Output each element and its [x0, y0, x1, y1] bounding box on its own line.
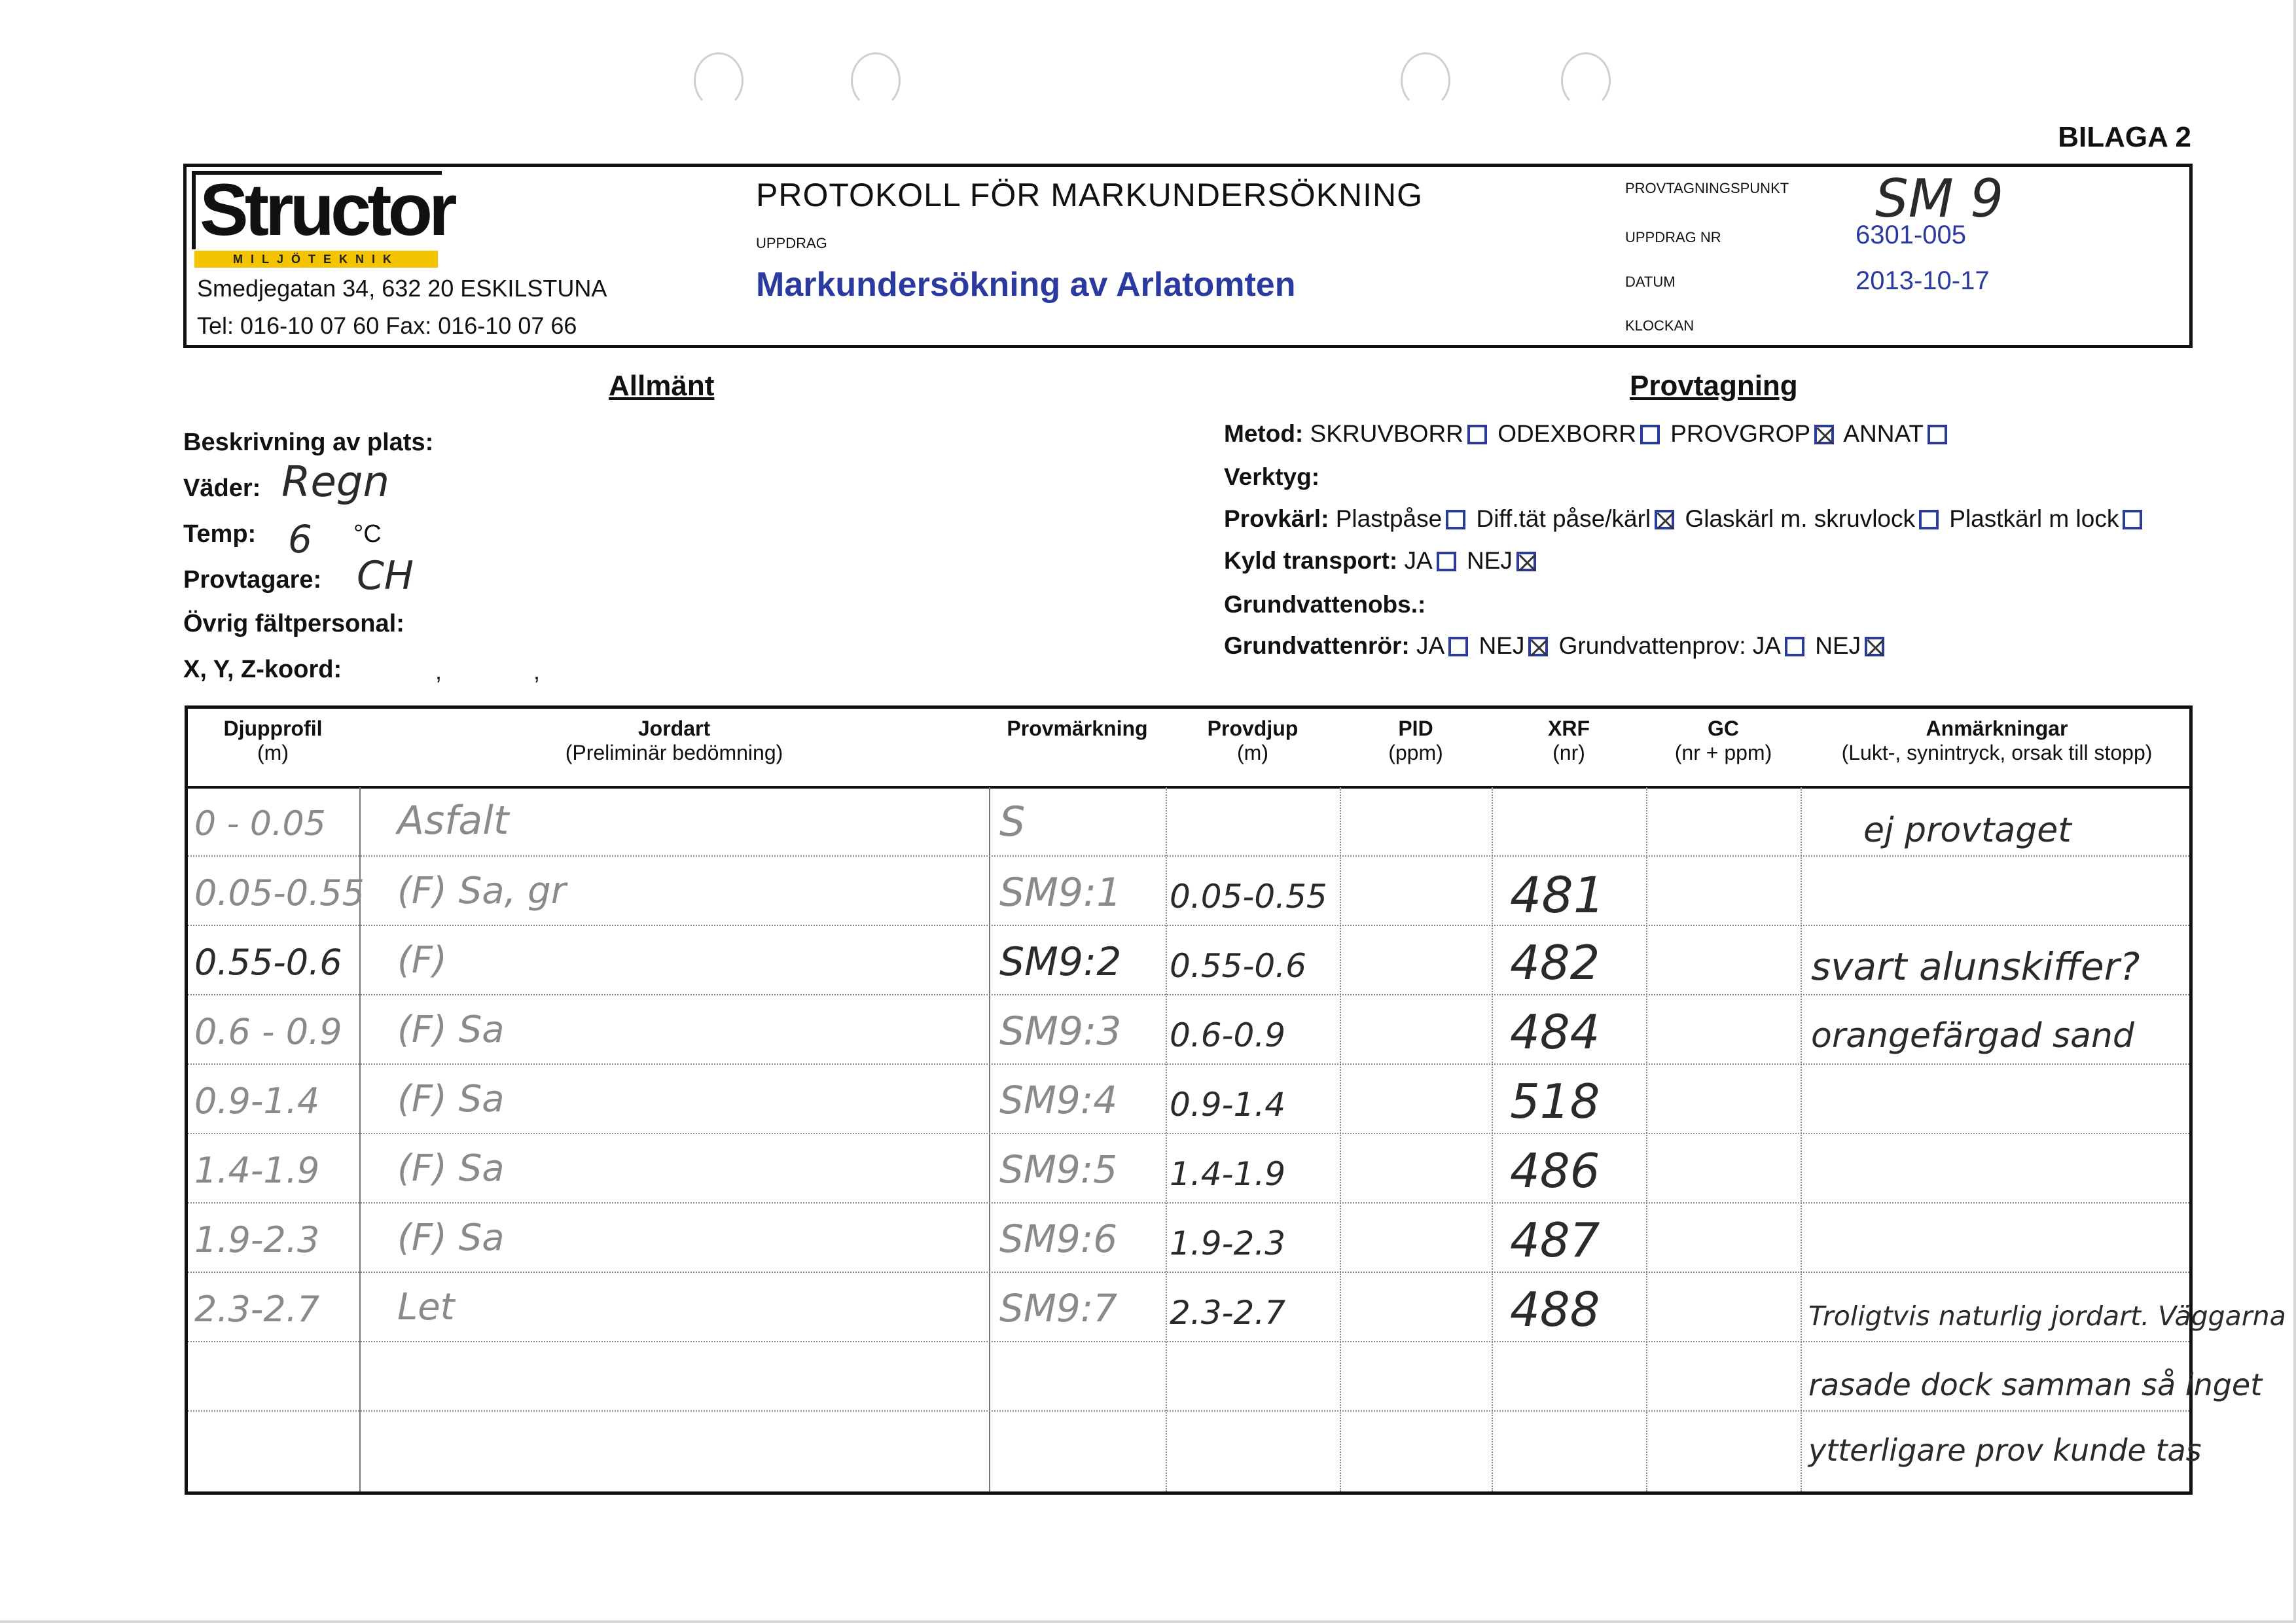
- protocol-title: PROTOKOLL FÖR MARKUNDERSÖKNING: [756, 177, 1424, 213]
- plastkarl-label: Plastkärl m lock: [1949, 505, 2119, 532]
- jordart-cell: (F) Sa, gr: [397, 870, 566, 912]
- djup-cell: 0.6 - 0.9: [194, 1011, 342, 1052]
- grundprov-nej-label: NEJ: [1815, 632, 1861, 659]
- row-divider: [188, 1202, 2189, 1204]
- company-logo: [192, 169, 454, 251]
- provkarl-row: [1224, 505, 2146, 533]
- provtagare-label: Provtagare:: [183, 566, 322, 594]
- grundror-ja-checkbox[interactable]: [1448, 637, 1468, 656]
- allmant-title: Allmänt: [609, 370, 715, 402]
- jordart-cell: (F) Sa: [397, 1008, 505, 1051]
- kyld-nej-checkbox[interactable]: [1516, 552, 1536, 571]
- prov-cell: SM9:3: [999, 1008, 1122, 1054]
- provgrop-label: PROVGROP: [1670, 420, 1811, 447]
- plastpase-label: Plastpåse: [1335, 505, 1443, 532]
- grundror-nej-checkbox[interactable]: [1528, 637, 1548, 656]
- header-divider: [188, 786, 2189, 789]
- provdjup-cell: 2.3-2.7: [1170, 1294, 1286, 1332]
- header-provmarkning: Provmärkning: [1007, 717, 1148, 740]
- row-divider: [188, 925, 2189, 926]
- provdjup-cell: 0.9-1.4: [1170, 1086, 1286, 1124]
- uppdrag-nr-value: 6301-005: [1856, 221, 1967, 249]
- xrf-cell: 487: [1510, 1213, 1600, 1268]
- vader-label: Väder:: [183, 474, 261, 502]
- provdjup-cell: 1.4-1.9: [1170, 1155, 1286, 1193]
- note-text: ej provtaget: [1863, 811, 2072, 850]
- prov-cell: SM9:2: [999, 939, 1122, 985]
- jordart-cell: Asfalt: [397, 798, 509, 844]
- annat-checkbox[interactable]: [1928, 425, 1947, 444]
- plastpase-checkbox[interactable]: [1446, 510, 1465, 529]
- metod-label: Metod:: [1224, 420, 1304, 447]
- header-box: [183, 164, 2193, 348]
- sample-table: [185, 705, 2286, 1495]
- vader-value: Regn: [281, 458, 390, 507]
- punch-hole: [1401, 52, 1450, 109]
- glaskarl-label: Glaskärl m. skruvlock: [1685, 505, 1915, 532]
- provdjup-cell: 0.55-0.6: [1170, 947, 1306, 985]
- grundror-row: [1224, 632, 1888, 660]
- punch-hole: [851, 52, 901, 109]
- datum-value: 2013-10-17: [1856, 266, 1990, 295]
- punch-hole: [694, 52, 744, 109]
- odexborr-checkbox[interactable]: [1640, 425, 1660, 444]
- odexborr-label: ODEXBORR: [1498, 420, 1636, 447]
- kyld-row: [1224, 547, 1540, 575]
- row-divider: [188, 1133, 2189, 1134]
- row-divider: [188, 1410, 2189, 1412]
- beskrivning-label: Beskrivning av plats:: [183, 429, 434, 456]
- diff-tat-label: Diff.tät påse/kärl: [1476, 505, 1651, 532]
- koord-label: X, Y, Z-koord:: [183, 656, 342, 683]
- row-divider: [188, 1063, 2189, 1065]
- prov-cell: SM9:1: [999, 870, 1122, 916]
- jordart-cell: Let: [397, 1286, 455, 1329]
- row-divider: [188, 1341, 2189, 1342]
- column-divider: [989, 787, 990, 1491]
- djup-cell: 0.9-1.4: [194, 1080, 320, 1122]
- header-xrf: XRF (nr): [1548, 717, 1590, 764]
- skruvborr-checkbox[interactable]: [1467, 425, 1487, 444]
- note-text: rasade dock samman så inget: [1808, 1367, 2263, 1402]
- punch-hole: [1561, 52, 1611, 109]
- koord-separator: ,: [533, 658, 541, 685]
- company-phone: Tel: 016-10 07 60 Fax: 016-10 07 66: [197, 312, 577, 339]
- ovrig-label: Övrig fältpersonal:: [183, 610, 404, 637]
- temp-label: Temp:: [183, 520, 257, 548]
- row-divider: [188, 994, 2189, 995]
- verktyg-label: Verktyg:: [1224, 463, 1320, 490]
- diff-tat-checkbox[interactable]: [1655, 510, 1674, 529]
- company-address: Smedjegatan 34, 632 20 ESKILSTUNA: [197, 275, 607, 302]
- header-djupprofil: Djupprofil (m): [223, 717, 323, 764]
- provdjup-cell: 1.9-2.3: [1170, 1224, 1286, 1262]
- grundprov-label: Grundvattenprov:: [1558, 632, 1746, 659]
- glaskarl-checkbox[interactable]: [1919, 510, 1939, 529]
- xrf-cell: 481: [1510, 866, 1605, 924]
- provkarl-label: Provkärl:: [1224, 505, 1329, 532]
- provgrop-checkbox[interactable]: [1814, 425, 1834, 444]
- kyld-nej-label: NEJ: [1466, 547, 1513, 574]
- logo-text: Structor: [200, 169, 454, 251]
- djup-cell: 0.55-0.6: [194, 942, 342, 983]
- provtagare-value: CH: [357, 553, 414, 599]
- prov-cell: SM9:5: [999, 1147, 1118, 1192]
- jordart-cell: (F): [397, 939, 447, 982]
- header-pid: PID (ppm): [1388, 717, 1443, 764]
- prov-cell: SM9:4: [999, 1078, 1118, 1122]
- column-divider: [1166, 787, 1167, 1491]
- note-text: svart alunskiffer?: [1811, 944, 2140, 989]
- prov-cell: SM9:6: [999, 1217, 1118, 1261]
- kyld-ja-checkbox[interactable]: [1437, 552, 1456, 571]
- grundobs-row: [1224, 591, 1426, 618]
- provdjup-cell: 0.6-0.9: [1170, 1016, 1286, 1054]
- note-text: Troligtvis naturlig jordart. Väggarna: [1808, 1300, 2286, 1332]
- grundprov-ja-checkbox[interactable]: [1785, 637, 1804, 656]
- uppdrag-label: UPPDRAG: [756, 235, 827, 251]
- xrf-cell: 484: [1510, 1005, 1600, 1060]
- jordart-cell: (F) Sa: [397, 1217, 505, 1259]
- row-divider: [188, 1272, 2189, 1273]
- grundror-label: Grundvattenrör:: [1224, 632, 1410, 659]
- note-text: ytterligare prov kunde tas: [1808, 1433, 2202, 1468]
- jordart-cell: (F) Sa: [397, 1147, 505, 1190]
- grundobs-label: Grundvattenobs.:: [1224, 591, 1426, 618]
- grundror-nej-label: NEJ: [1479, 632, 1525, 659]
- uppdrag-nr-label: UPPDRAG NR: [1625, 229, 1721, 245]
- prov-cell: S: [999, 798, 1026, 846]
- kyld-label: Kyld transport:: [1224, 547, 1398, 574]
- header-gc: GC (nr + ppm): [1674, 717, 1772, 764]
- datum-label: DATUM: [1625, 274, 1676, 290]
- grundprov-nej-checkbox[interactable]: [1865, 637, 1884, 656]
- xrf-cell: 482: [1510, 935, 1600, 990]
- verktyg-row: [1224, 463, 1319, 491]
- djup-cell: 1.4-1.9: [194, 1150, 320, 1191]
- header-anmarkningar: Anmärkningar (Lukt-, synintryck, orsak till stopp): [1841, 717, 2153, 764]
- djup-cell: 0 - 0.05: [194, 804, 326, 844]
- temp-value: 6: [288, 517, 312, 562]
- klockan-label: KLOCKAN: [1625, 317, 1695, 334]
- annat-label: ANNAT: [1843, 420, 1924, 447]
- jordart-cell: (F) Sa: [397, 1078, 505, 1120]
- grundprov-ja-label: JA: [1752, 632, 1781, 659]
- provpunkt-label: PROVTAGNINGSPUNKT: [1625, 180, 1789, 196]
- xrf-cell: 518: [1510, 1074, 1600, 1129]
- koord-separator: ,: [435, 658, 442, 685]
- xrf-cell: 486: [1510, 1143, 1600, 1198]
- header-provdjup: Provdjup (m): [1207, 717, 1299, 764]
- metod-row: [1224, 420, 1951, 448]
- column-divider: [1646, 787, 1647, 1491]
- note-text: orangefärgad sand: [1811, 1016, 2134, 1056]
- plastkarl-checkbox[interactable]: [2123, 510, 2142, 529]
- xrf-cell: 488: [1510, 1282, 1600, 1337]
- bilaga-label: BILAGA 2: [2058, 121, 2191, 153]
- djup-cell: 0.05-0.55: [194, 872, 365, 914]
- column-divider: [1492, 787, 1493, 1491]
- column-divider: [1340, 787, 1341, 1491]
- provdjup-cell: 0.05-0.55: [1170, 878, 1327, 916]
- djup-cell: 2.3-2.7: [194, 1289, 320, 1330]
- row-divider: [188, 855, 2189, 857]
- header-jordart: Jordart (Preliminär bedömning): [565, 717, 783, 764]
- temp-unit: °C: [353, 520, 382, 548]
- column-divider: [1801, 787, 1802, 1491]
- skruvborr-label: SKRUVBORR: [1310, 420, 1463, 447]
- provtagning-title: Provtagning: [1630, 370, 1798, 402]
- grundror-ja-label: JA: [1416, 632, 1445, 659]
- prov-cell: SM9:7: [999, 1286, 1118, 1330]
- djup-cell: 1.9-2.3: [194, 1219, 320, 1260]
- uppdrag-value: Markundersökning av Arlatomten: [756, 266, 1296, 304]
- kyld-ja-label: JA: [1404, 547, 1433, 574]
- logo-subtitle: MILJÖTEKNIK: [194, 251, 438, 268]
- provpunkt-value: SM 9: [1875, 168, 2004, 229]
